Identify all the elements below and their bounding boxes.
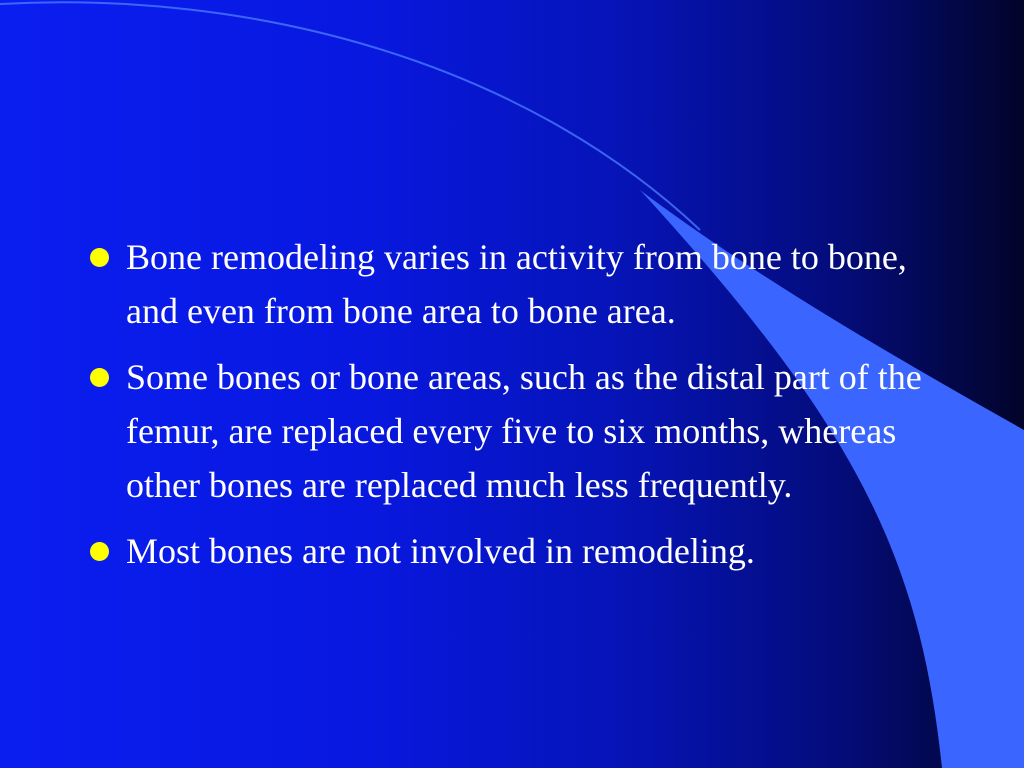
bullet-item <box>88 524 948 578</box>
bullet-dot-icon <box>90 248 109 267</box>
bullet-item <box>88 230 948 338</box>
bullet-dot-icon <box>90 542 109 561</box>
bullet-text: Some bones or bone areas, such as the distal part of the femur, are replaced every five to six months, whereas other bones are replaced much less frequently. <box>126 357 922 505</box>
bullet-text: Most bones are not involved in remodeling. <box>126 531 755 571</box>
bullet-list <box>88 230 948 590</box>
bullet-text: Bone remodeling varies in activity from bone to bone, and even from bone area to bone area. <box>126 237 907 331</box>
swoosh-thin-line <box>0 2 700 230</box>
bullet-item <box>88 350 948 512</box>
bullet-dot-icon <box>90 368 109 387</box>
